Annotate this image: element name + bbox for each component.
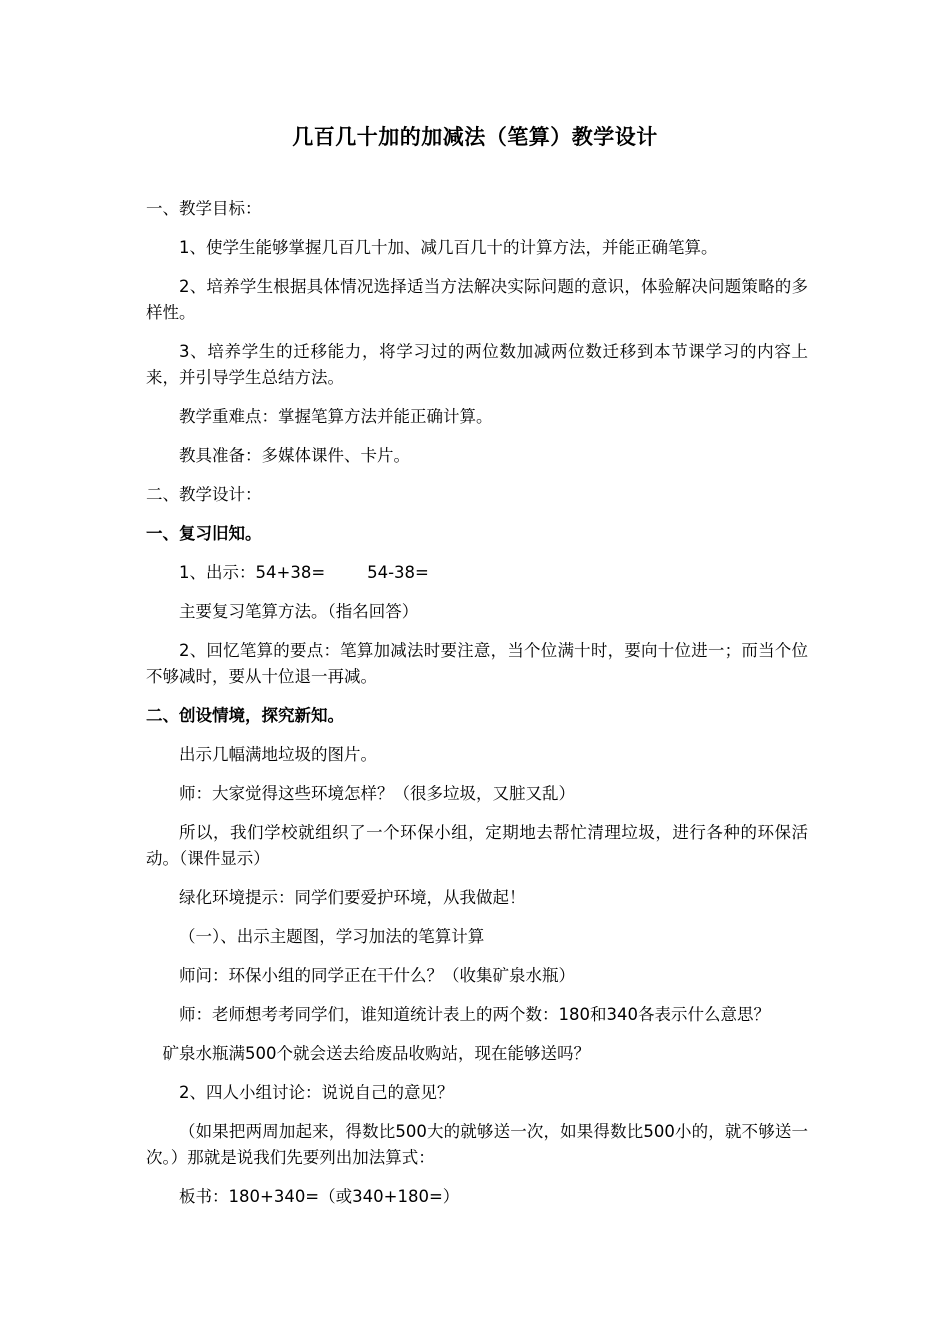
section-heading-goals: 一、教学目标：: [146, 199, 262, 218]
review-note: 主要复习笔算方法。（指名回答）: [179, 602, 419, 621]
subsection-explore: 二、创设情境，探究新知。: [146, 706, 344, 725]
document-body: [146, 190, 808, 1210]
explore-para-9: 2、四人小组讨论：说说自己的意见？: [179, 1083, 454, 1102]
teaching-aids: 教具准备：多媒体课件、卡片。: [179, 446, 410, 465]
section-heading-design: 二、教学设计：: [146, 485, 262, 504]
explore-para-5: （一）、出示主题图，学习加法的笔算计算: [179, 927, 485, 946]
subsection-review: 一、复习旧知。: [146, 524, 262, 543]
explore-para-4: 绿化环境提示：同学们要爱护环境，从我做起！: [179, 888, 526, 907]
explore-para-2: 师：大家觉得这些环境怎样？（很多垃圾，又脏又乱）: [179, 784, 575, 803]
key-points: 教学重难点：掌握笔算方法并能正确计算。: [179, 407, 493, 426]
goal-item-1: 1、使学生能够掌握几百几十加、减几百几十的计算方法，并能正确笔算。: [179, 238, 718, 257]
document-title: 几百几十加的加减法（笔算）教学设计: [292, 125, 658, 149]
review-item-2: 2、回忆笔算的要点：笔算加减法时要注意，当个位满十时，要向十位进一；而当个位不够减时，要从十位退一再减。: [146, 641, 808, 686]
explore-para-8: 矿泉水瓶满500个就会送去给废品收购站，现在能够送吗？: [162, 1044, 590, 1063]
explore-para-7: 师：老师想考考同学们，谁知道统计表上的两个数：180和340各表示什么意思？: [179, 1005, 770, 1024]
explore-para-3: 所以，我们学校就组织了一个环保小组，定期地去帮忙清理垃圾，进行各种的环保活动。（课件显示）: [146, 823, 808, 868]
goal-item-2: 2、培养学生根据具体情况选择适当方法解决实际问题的意识，体验解决问题策略的多样性。: [146, 277, 808, 322]
explore-para-10: （如果把两周加起来，得数比500大的就够送一次，如果得数比500小的，就不够送一次。）那就是说我们先要列出加法算式：: [146, 1122, 808, 1167]
explore-para-1: 出示几幅满地垃圾的图片。: [179, 745, 377, 764]
goal-item-3: 3、培养学生的迁移能力，将学习过的两位数加减两位数迁移到本节课学习的内容上来，并引导学生总结方法。: [146, 342, 808, 387]
review-item-1: 1、出示：54+38= 54-38=: [179, 563, 429, 582]
explore-para-11: 板书：180+340=（或340+180=）: [179, 1187, 460, 1206]
explore-para-6: 师问：环保小组的同学正在干什么？（收集矿泉水瓶）: [179, 966, 575, 985]
